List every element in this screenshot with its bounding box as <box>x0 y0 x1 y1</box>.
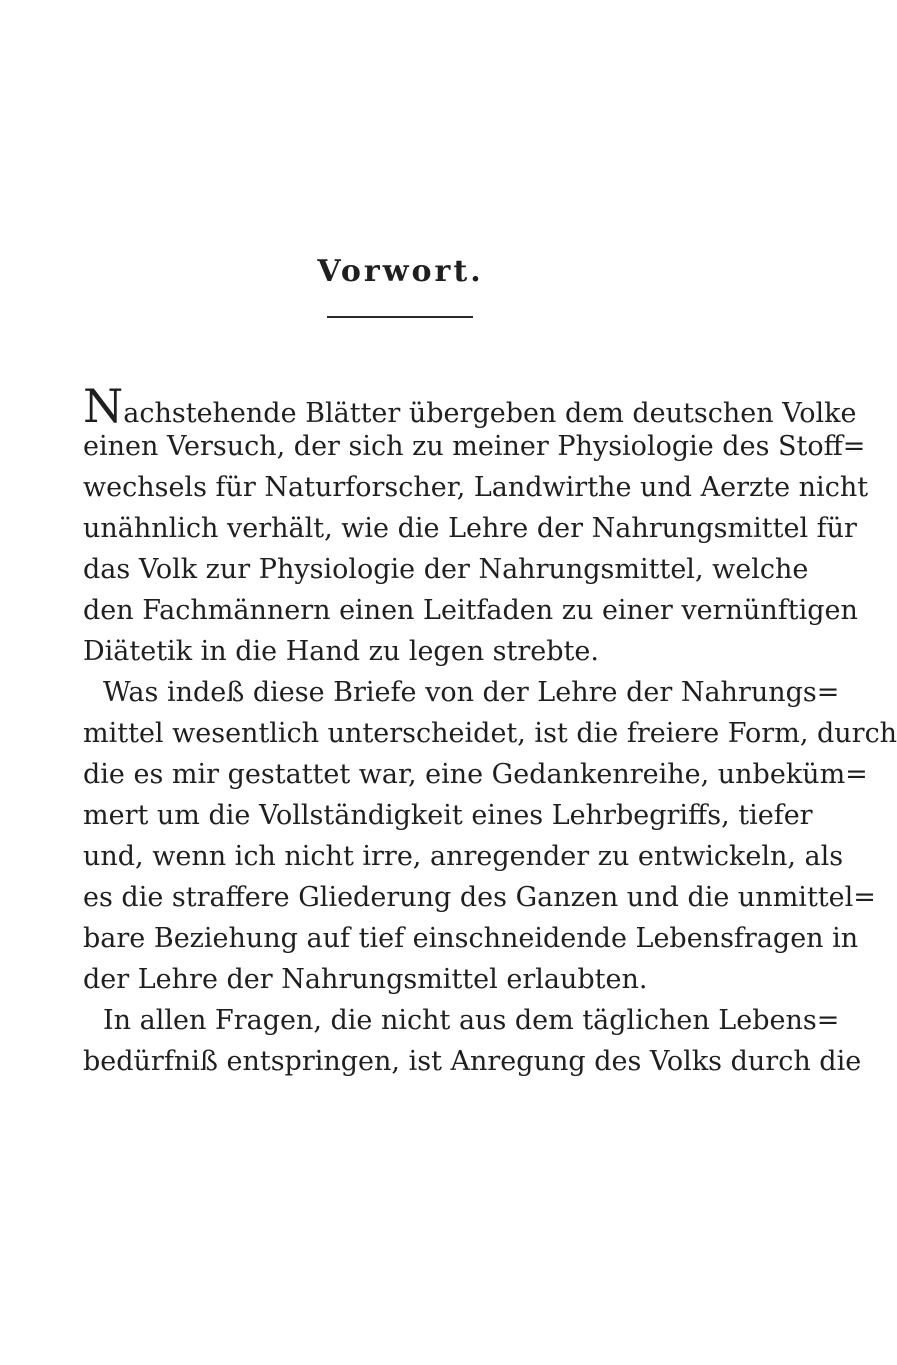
text-line: und, wenn ich nicht irre, anregender zu entwickeln, als <box>83 841 844 872</box>
text-line: den Fachmännern einen Leitfaden zu einer vernünftigen <box>83 595 858 626</box>
text-line: das Volk zur Physiologie der Nahrungsmittel, welche <box>83 554 809 585</box>
text-line: die es mir gestattet war, eine Gedankenreihe, unbeküm= <box>83 759 868 790</box>
text-line: Diätetik in die Hand zu legen strebte. <box>83 636 599 667</box>
text-line: wechsels für Naturforscher, Landwirthe und Aerzte nicht <box>83 472 869 503</box>
page-title: Vorwort. <box>317 254 484 289</box>
text-line: bedürfniß entspringen, ist Anregung des Volks durch die <box>83 1046 862 1077</box>
text-line-content: achstehende Blätter übergeben dem deutschen Volke <box>123 398 857 429</box>
text-line: einen Versuch, der sich zu meiner Physiologie des Stoff= <box>83 431 866 462</box>
text-line: unähnlich verhält, wie die Lehre der Nahrungsmittel für <box>83 513 857 544</box>
drop-initial: N <box>83 379 124 433</box>
text-line: der Lehre der Nahrungsmittel erlaubten. <box>83 964 648 995</box>
text-line: mittel wesentlich unterscheidet, ist die freiere Form, durch <box>83 718 897 749</box>
title-divider <box>327 316 473 318</box>
text-line: bare Beziehung auf tief einschneidende Lebensfragen in <box>83 923 859 954</box>
text-line: es die straffere Gliederung des Ganzen und die unmittel= <box>83 882 876 913</box>
text-line: Was indeß diese Briefe von der Lehre der Nahrungs= <box>103 677 840 708</box>
text-line: mert um die Vollständigkeit eines Lehrbegriffs, tiefer <box>83 800 813 831</box>
text-line: In allen Fragen, die nicht aus dem täglichen Lebens= <box>103 1005 840 1036</box>
